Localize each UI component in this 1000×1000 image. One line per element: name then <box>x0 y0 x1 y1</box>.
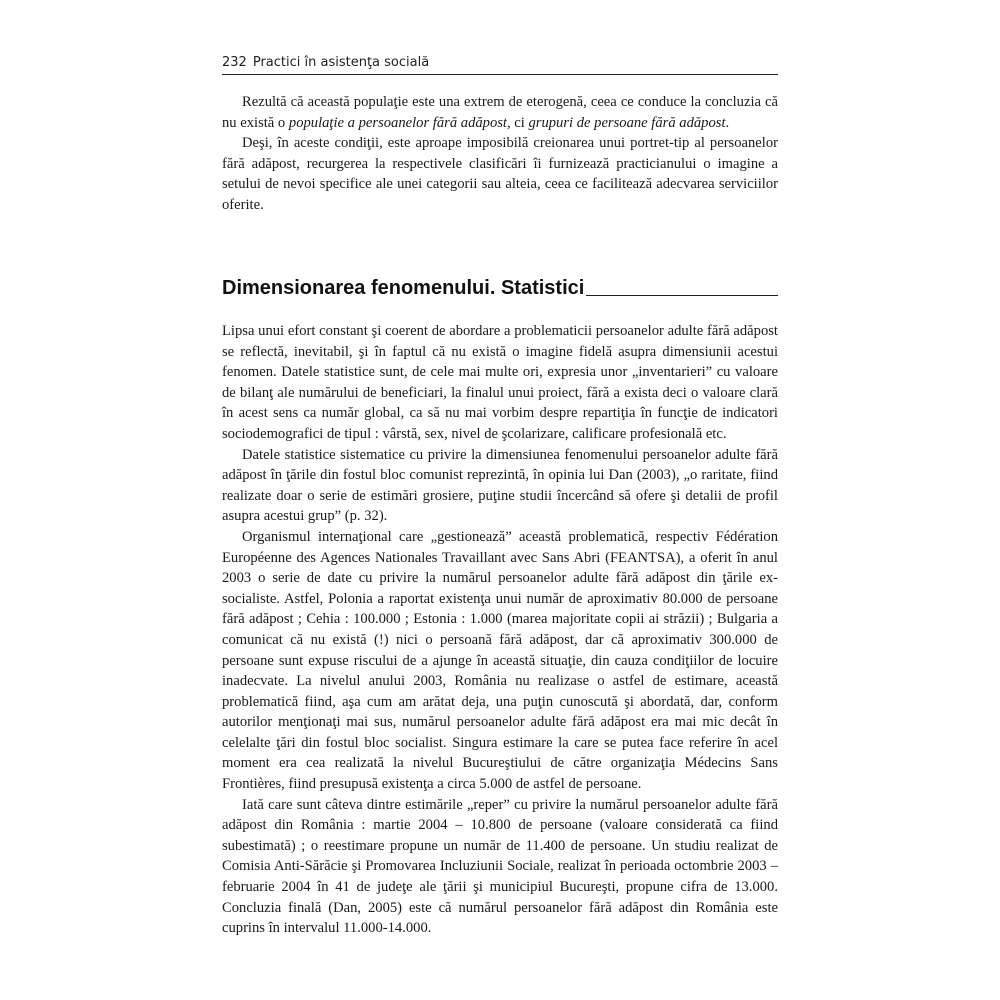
section-paragraph-1: Lipsa unui efort constant şi coerent de abordare a problematicii persoanelor adulte fără adăpost se reflectă, inevitabil, şi în faptul că nu există o imagine fidelă asupra dimensiunii acestui fenomen. Datele statistice sunt, de cele mai multe ori, expresia unor „inventarieri” cu valoare de bilanţ ale numărului de beneficiari, la finalul unui proiect, fără a exista deci o valoare clară în acest sens ca număr global, ca să nu mai vorbim despre repartiţia în funcţie de indicatori sociodemografici de tipul : vârstă, sex, nivel de şcolarizare, calificare profesională etc. <box>222 323 778 442</box>
section-title: Dimensionarea fenomenului. Statistici <box>222 277 585 299</box>
heading-rule <box>586 295 778 296</box>
text-run: . <box>725 114 730 131</box>
running-title: Practici în asistenţa socială <box>252 55 430 70</box>
section-paragraph-2: Datele statistice sistematice cu privire la dimensiunea fenomenului persoanelor adulte fără adăpost în ţările din fostul bloc comunist reprezintă, în opinia lui Dan (2003), „o raritate, fiind realizate doar o serie de estimări grosiere, puţine studii încercând să ofere şi detalii de profil asupra acestui grup” (p. 32). <box>222 446 778 525</box>
intro-paragraph-2: Deşi, în aceste condiţii, este aproape imposibilă creionarea unui portret-tip al persoanelor fără adăpost, recurgerea la respectivele clasificări îi furnizează practicianului o imagine a setului de nevoi specifice ale unei categorii sau alteia, ceea ce facilitează adecvarea serviciilor oferite. <box>222 135 778 213</box>
text-run: , ci <box>507 114 529 131</box>
intro-text <box>222 92 778 216</box>
page-number: 232 <box>222 55 247 70</box>
italic-phrase: grupuri de persoane fără adăpost <box>528 114 726 131</box>
intro-paragraph-1 <box>222 92 778 133</box>
section-heading <box>222 276 778 300</box>
text-run: Rezultă că această populaţie este una extrem de eterogenă, ceea ce conduce la concluzia că nu există o <box>222 94 778 131</box>
section-body <box>222 321 778 939</box>
running-header <box>222 50 778 75</box>
section-paragraph-3: Organismul internaţional care „gestionează” această problematică, respectiv Fédération Européenne des Agences Nationales Travaillant avec Sans Abri (FEANTSA), a oferit în anul 2003 o serie de date cu privire la numărul persoanelor adulte fără adăpost din ţările ex-socialiste. Astfel, Polonia a raportat existenţa unui număr de aproximativ 80.000 de persoane fără adăpost ; Cehia : 100.000 ; Estonia : 1.000 (marea majoritate copii ai străzii) ; Bulgaria a comunicat că nu există (!) nici o persoană fără adăpost, dar că aproximativ 300.000 de persoane sunt expuse riscului de a ajunge în această situaţie, din cauza condiţiilor de locuire inadecvate. La nivelul anului 2003, România nu realizase o astfel de estimare, această problematică fiind, aşa cum am arătat deja, una puţin cunoscută şi abordată, dar, conform autorilor menţionaţi mai sus, numărul persoanelor adulte fără adăpost era mai mic decât în celelalte ţări din fostul bloc socialist. Singura estimare la care se putea face referire în acel moment era cea realizată la nivelul Bucureştiului de către organizaţia Médecins Sans Frontières, fiind presupusă existenţa a circa 5.000 de astfel de persoane. <box>222 528 778 793</box>
section-paragraph-4: Iată care sunt câteva dintre estimările „reper” cu privire la numărul persoanelor adulte fără adăpost din România : martie 2004 – 10.800 de persoane (valoare considerată ca fiind subestimată) ; o reestimare propune un număr de 11.400 de persoane. Un studiu realizat de Comisia Anti-Sărăcie şi Promovarea Incluziunii Sociale, realizat în perioada octombrie 2003 – februarie 2004 în 41 de judeţe ale ţării şi municipiul Bucureşti, propune cifra de 13.000. Concluzia finală (Dan, 2005) este că numărul persoanelor fără adăpost din România este cuprins în intervalul 11.000-14.000. <box>222 796 778 937</box>
italic-phrase: populaţie a persoanelor fără adăpost <box>288 114 507 131</box>
